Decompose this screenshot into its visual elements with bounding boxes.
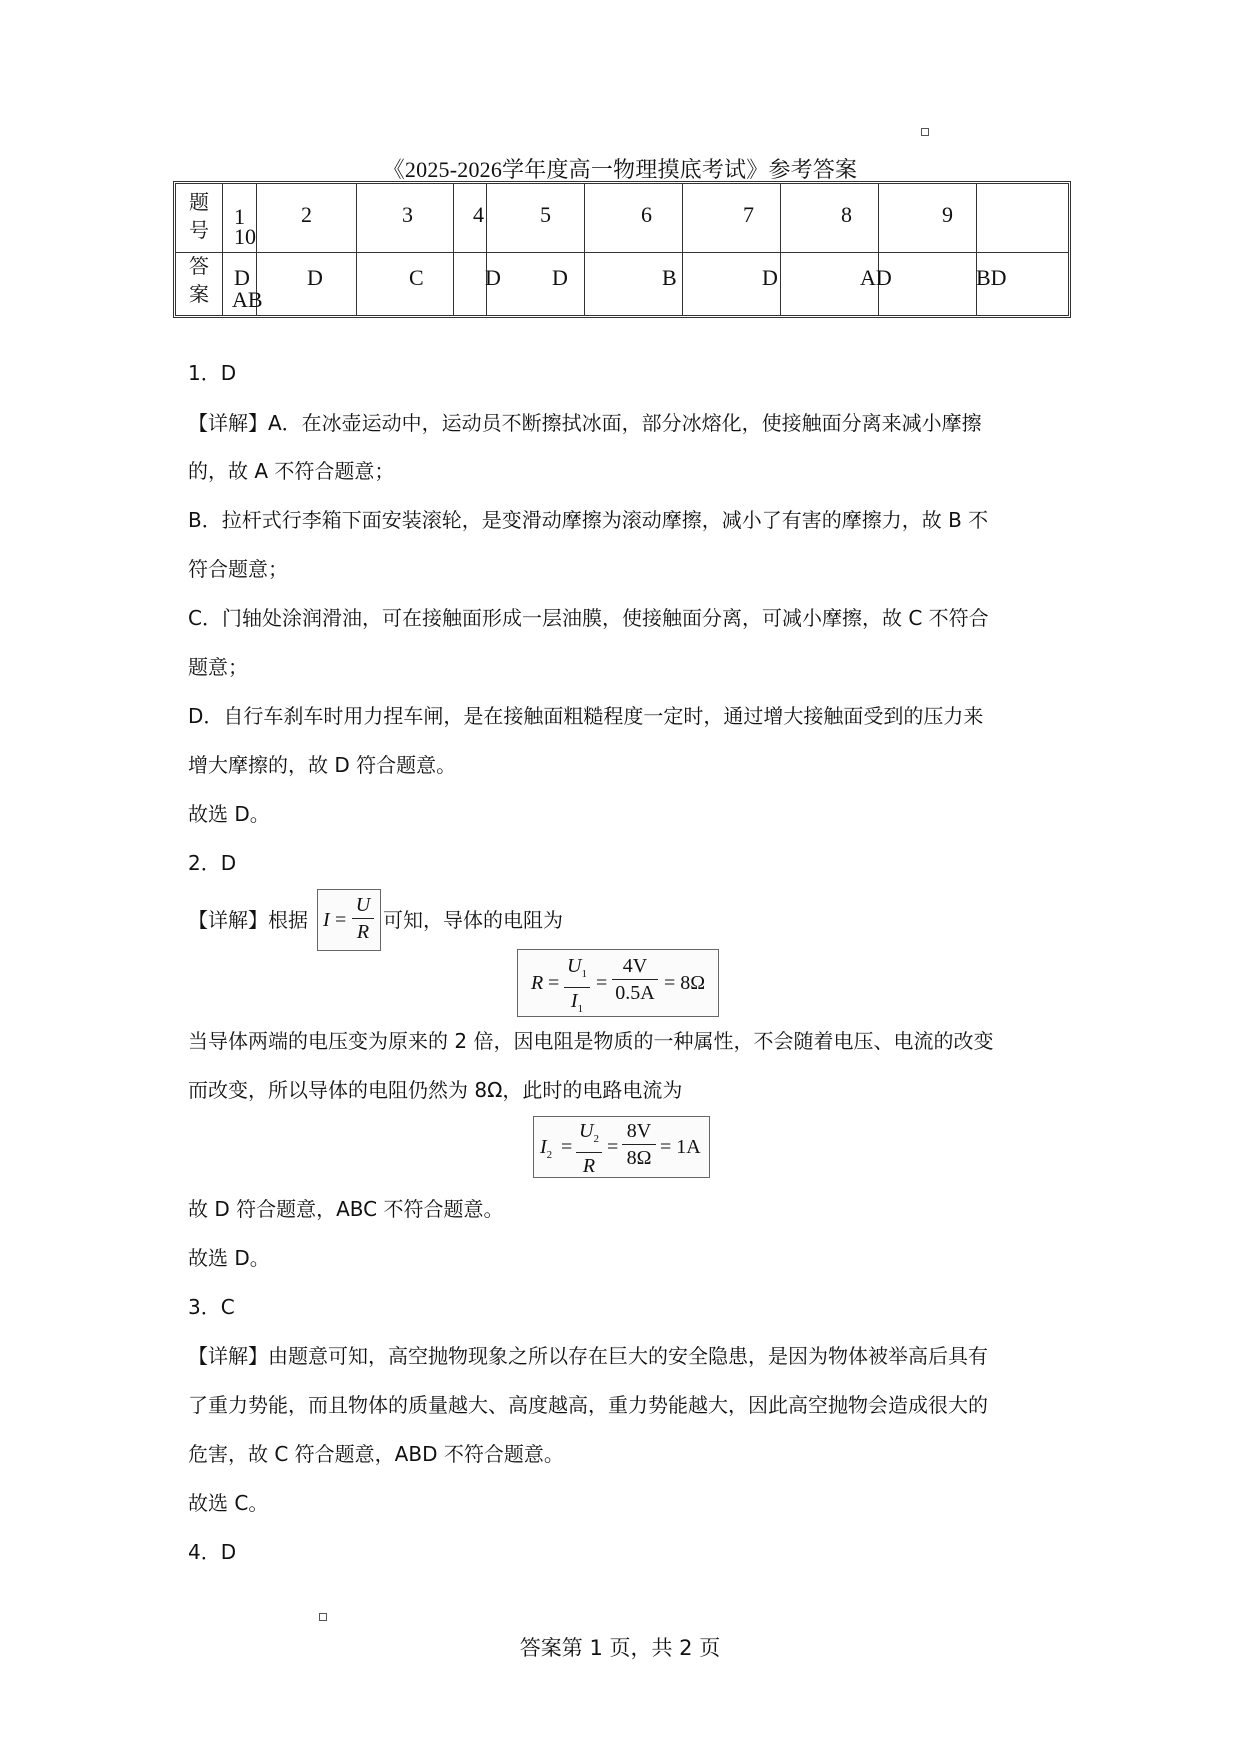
question-2-heading: 2．D: [188, 851, 237, 875]
answer-value: BD: [976, 265, 1007, 290]
symbol-i: I: [540, 1136, 547, 1158]
fraction-bar: [352, 918, 374, 919]
answer-value: D: [234, 265, 250, 290]
table-row-divider: [176, 252, 1068, 253]
formula-symbol: R: [531, 972, 544, 994]
subscript: 1: [581, 968, 587, 980]
row-label-char: 案: [189, 282, 209, 306]
table-col-divider: [222, 184, 223, 315]
formula-current: [533, 1116, 710, 1178]
table-col-divider: [976, 184, 977, 315]
question-4-heading: 4．D: [188, 1540, 237, 1564]
paragraph-line: C．门轴处涂润滑油，可在接触面形成一层油膜，使接触面分离，可减小摩擦，故 C 不符合: [188, 606, 989, 630]
formula-resistance: [517, 949, 719, 1017]
row-label-char: 号: [189, 218, 209, 242]
question-1-heading: 1．D: [188, 361, 237, 385]
paragraph-line: 符合题意；: [188, 557, 288, 581]
paragraph-line: 可知，导体的电阻为: [383, 908, 563, 932]
fraction-bar: [612, 979, 658, 980]
question-number: 2: [301, 202, 312, 227]
answer-table: [173, 181, 1071, 318]
formula-result: = 1A: [660, 1136, 701, 1158]
formula-fraction: [612, 955, 658, 1004]
paragraph-line: 危害，故 C 符合题意，ABD 不符合题意。: [188, 1442, 564, 1466]
page-footer: 答案第 1 页，共 2 页: [519, 1636, 721, 1660]
formula-numerator: U: [355, 894, 371, 916]
answer-value: D: [762, 265, 778, 290]
answer-value: D: [552, 265, 568, 290]
question-number: 10: [234, 224, 256, 249]
subscript: 2: [593, 1133, 599, 1145]
table-col-divider: [682, 184, 683, 315]
paragraph-line: 当导体两端的电压变为原来的 2 倍，因电阻是物质的一种属性，不会随着电压、电流的改变: [188, 1029, 994, 1053]
subscript: 2: [546, 1149, 553, 1161]
table-col-divider: [486, 184, 487, 315]
question-number: 3: [402, 202, 413, 227]
answer-value: C: [409, 265, 424, 290]
paragraph-line: 增大摩擦的，故 D 符合题意。: [188, 753, 457, 777]
table-col-divider: [453, 184, 454, 315]
answer-value: AD: [860, 265, 892, 290]
paragraph-line: 故 D 符合题意，ABC 不符合题意。: [188, 1197, 504, 1221]
paragraph-line: 题意；: [188, 655, 248, 679]
fraction-bar: [564, 987, 590, 988]
paragraph-line: 了重力势能，而且物体的质量越大、高度越高，重力势能越大，因此高空抛物会造成很大的: [188, 1393, 988, 1417]
formula-denominator: 8Ω: [626, 1147, 652, 1169]
conclusion-line: 故选 C。: [188, 1491, 269, 1515]
formula-symbol: [540, 1135, 552, 1167]
fraction-bar: [622, 1144, 656, 1145]
row-label-char: 答: [189, 254, 209, 278]
fraction-bar: [576, 1152, 602, 1153]
paragraph-line: B．拉杆式行李箱下面安装滚轮，是变滑动摩擦为滚动摩擦，减小了有害的摩擦力，故 B 不: [188, 508, 989, 532]
question-3-heading: 3．C: [188, 1295, 235, 1319]
corner-mark-bottom: [319, 1613, 327, 1621]
table-col-divider: [780, 184, 781, 315]
answer-value: D: [485, 265, 501, 290]
paragraph-line: 【详解】A．在冰壶运动中，运动员不断擦拭冰面，部分冰熔化，使接触面分离来减小摩擦: [188, 411, 982, 435]
formula-symbol: =: [335, 909, 347, 931]
answer-value: B: [662, 265, 677, 290]
symbol-i: I: [570, 990, 578, 1012]
symbol-u: U: [579, 1120, 594, 1142]
paragraph-line: 的，故 A 不符合题意；: [188, 459, 395, 483]
formula-numerator: 8V: [626, 1120, 652, 1142]
formula-ohms-law: [317, 889, 381, 951]
table-col-divider: [356, 184, 357, 315]
question-number: 7: [743, 202, 754, 227]
formula-denominator: 0.5A: [615, 982, 655, 1004]
question-number: 8: [841, 202, 852, 227]
question-number: 1: [234, 204, 245, 229]
question-number: 9: [942, 202, 953, 227]
subscript: 1: [577, 1003, 584, 1015]
formula-symbol: I: [323, 909, 330, 931]
symbol-u: U: [567, 955, 582, 977]
answer-value: D: [307, 265, 323, 290]
question-number: 4: [473, 202, 484, 227]
conclusion-line: 故选 D。: [188, 802, 270, 826]
paragraph-line: 【详解】由题意可知，高空抛物现象之所以存在巨大的安全隐患，是因为物体被举高后具有: [188, 1344, 988, 1368]
corner-mark-top: [921, 128, 929, 136]
paragraph-line: D．自行车刹车时用力捏车闸，是在接触面粗糙程度一定时，通过增大接触面受到的压力来: [188, 704, 984, 728]
table-col-divider: [878, 184, 879, 315]
formula-symbol: =: [561, 1136, 573, 1158]
formula-denominator: R: [582, 1155, 596, 1177]
formula-fraction: [352, 894, 374, 943]
row-label-char: 题: [189, 190, 209, 214]
formula-symbol: =: [548, 972, 560, 994]
table-col-divider: [584, 184, 585, 315]
formula-fraction: [576, 1120, 602, 1177]
formula-numerator: 4V: [622, 955, 648, 977]
page-title: 《2025-2026学年度高一物理摸底考试》参考答案: [382, 157, 858, 182]
formula-denominator: R: [356, 921, 370, 943]
formula-symbol: =: [607, 1136, 619, 1158]
formula-fraction: [622, 1120, 656, 1169]
answer-value: AB: [232, 287, 263, 312]
row-label-answer: [189, 252, 209, 308]
question-number: 6: [641, 202, 652, 227]
paragraph-line: 【详解】根据: [188, 908, 308, 932]
question-number: 5: [540, 202, 551, 227]
paragraph-line: 而改变，所以导体的电阻仍然为 8Ω，此时的电路电流为: [188, 1078, 683, 1102]
formula-fraction: [564, 955, 590, 1020]
formula-symbol: =: [596, 972, 608, 994]
row-label-number: [189, 188, 209, 244]
formula-numerator: [576, 1120, 602, 1150]
formula-denominator: [564, 990, 590, 1020]
conclusion-line: 故选 D。: [188, 1246, 270, 1270]
formula-numerator: [564, 955, 590, 985]
formula-result: = 8Ω: [664, 972, 706, 994]
